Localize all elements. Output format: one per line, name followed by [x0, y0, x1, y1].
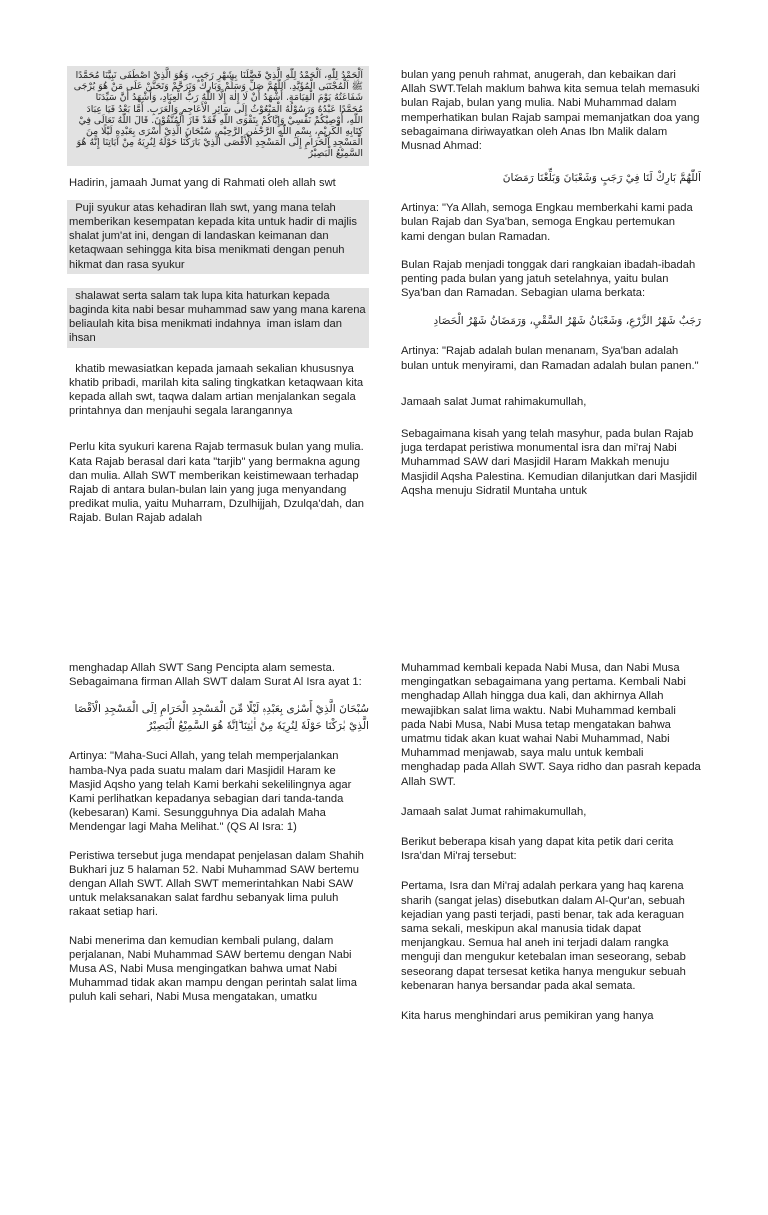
page-2-left-column — [69, 661, 369, 1019]
ulama-translation-paragraph: Artinya: "Rajab adalah bulan menanam, Sya'ban adalah bulan untuk menyirami, dan Ramadan adalah bulan panen." — [401, 345, 699, 372]
kisah-intro-paragraph: Berikut beberapa kisah yang dapat kita petik dari cerita Isra'dan Mi'raj tersebut: — [401, 836, 677, 863]
wasiat-paragraph: khatib mewasiatkan kepada jamaah sekalian khususnya khatib pribadi, marilah kita saling tingkatkan ketaqwaan kita kepada allah swt, taqwa dalam artian menjalankan segala printahnya dan menjauhi segala larangannya — [69, 362, 367, 418]
ayat-translation-paragraph: Artinya: "Maha-Suci Allah, yang telah memperjalankan hamba-Nya pada suatu malam dari Masjidil Haram ke Masjid Aqsho yang telah Kami berkahi sekelilingnya agar Kami perlihatkan kepadanya sebagian dari tanda-tanda (kebesaran) Kami. Sesungguhnya Dia adalah Maha Mendengar lagi Maha Melihat." (QS Al Isra: 1) — [69, 750, 355, 834]
jamaah-address-paragraph-2: Jamaah salat Jumat rahimakumullah, — [401, 805, 587, 818]
arabic-opening-box — [67, 66, 369, 166]
salat-lima-waktu-paragraph: Muhammad kembali kepada Nabi Musa, dan Nabi Musa mengingatkan sebagaimana yang pertama. Kembali Nabi menghadap Allah hingga dua kali, dan akhirnya Allah mewajibkan salat lima waktu. Nabi Muhammad kembali pada Nabi Musa, Nabi Musa tetap mengatakan bahwa umatmu tidak akan kuat wahai Nabi Muhammad, Nabi Muhammad menjawab, saya malu untuk kembali menghadap pada Allah SWT. Saya ridho dan pasrah kepada Allah SWT. — [401, 662, 704, 788]
pemikiran-paragraph: Kita harus menghindari arus pemikiran yang hanya — [401, 1010, 654, 1023]
greeting-paragraph: Hadirin, jamaah Jumat yang di Rahmati oleh allah swt — [69, 176, 336, 189]
rajab-doa-intro-paragraph: bulan yang penuh rahmat, anugerah, dan kebaikan dari Allah SWT.Telah maklum bahwa kita semua telah memasuki bulan Rajab, bulan yang mulia. Nabi Muhammad dalam memperhatikan bulan Rajab sampai memanjatkan doa yang sebagaimana diriwayatkan oleh Anas Ibn Malik dalam Musnad Ahmad: — [401, 69, 703, 153]
document-page-1 — [0, 0, 768, 560]
rajab-milestone-paragraph: Bulan Rajab menjadi tonggak dari rangkaian ibadah-ibadah penting pada bulan yang jatuh setelahnya, yaitu bulan Sya'ban dan Ramadan. Sebagian ulama berkata: — [401, 258, 699, 300]
document-page-2 — [0, 655, 768, 1215]
jamaah-address-paragraph: Jamaah salat Jumat rahimakumullah, — [401, 395, 587, 408]
arabic-ayat-text: سُبْحَانَ الَّذِيْ أَسْرٰى بِعَبْدِهٖ لَيْلًا مِّنَ الْمَسْجِدِ الْحَرَامِ اِلَى الْمَسْجِدِ الْاَقْصَا الَّذِيْ بٰرَكْنَا حَوْلَهٗ لِنُرِيَهٗ مِنْ اٰيٰتِنَا ۗاِنَّهٗ هُوَ السَّمِيْعُ الْبَصِيْرُ — [74, 703, 369, 733]
gratitude-paragraph: Puji syukur atas kehadiran llah swt, yang mana telah memberikan kesempatan kepada kita untuk hadir di majlis shalat jum'at ini, dengan di landaskan keimanan dan ketaqwaan sehingga kita bisa menikmati dengan penuh hikmat dan rasa syukur — [67, 200, 369, 274]
page-1-left-column — [69, 66, 369, 540]
nabi-musa-paragraph: Nabi menerima dan kemudian kembali pulang, dalam perjalanan, Nabi Muhammad SAW bertemu dengan Nabi Musa AS, Nabi Musa mengingatkan bahwa umat Nabi Muhammad tidak akan mampu dengan perintah salat lima puluh kali sehari, Nabi Musa mengatakan, umatku — [69, 934, 361, 1004]
doa-translation-paragraph: Artinya: "Ya Allah, semoga Engkau memberkahi kami pada bulan Rajab dan Sya'ban, semoga Engkau pertemukan kami dengan bulan Ramadan. — [401, 202, 696, 243]
bukhari-paragraph: Peristiwa tersebut juga mendapat penjelasan dalam Shahih Bukhari juz 5 halaman 52. Nabi Muhammad SAW bertemu dengan Allah SWT. Allah SWT memerintahkan Nabi SAW untuk melaksanakan salat fardhu sebanyak lima puluh rakaat setiap hari. — [69, 849, 367, 919]
shalawat-paragraph: shalawat serta salam tak lupa kita haturkan kepada baginda kita nabi besar muhammad saw yang mana karena beliaulah kita bisa menikmati indahnya iman islam dan ihsan — [67, 288, 369, 348]
arabic-doa-text: اَللّٰهُمَّ بَارِكْ لَنَا فِيْ رَجَبٍ وَشَعْبَانَ وَبَلِّغْنَا رَمَضَانَ — [502, 172, 701, 185]
pertama-paragraph: Pertama, Isra dan Mi'raj adalah perkara yang haq karena sharih (sangat jelas) disebutkan dalam Al-Qur'an, sebuah kejadian yang pasti terjadi, pasti benar, tak ada keraguan sama sekali, meskipun akal manusia tidak dapat menjangkau. Semua hal aneh ini terjadi dalam rangka menguji dan mengukur ketebalan iman seseorang, sebab seseorang dapat tersesat ketika hanya mengukur sebuah kebenaran hanya bersandar pada akal semata. — [401, 880, 689, 992]
surat-al-isra-intro-paragraph: menghadap Allah SWT Sang Pencipta alam semesta. Sebagaimana firman Allah SWT dalam Surat Al Isra ayat 1: — [69, 662, 362, 689]
page-1-right-column — [401, 68, 701, 512]
arabic-ulama-text: رَجَبٌ شَهْرُ الزَّرْعِ، وَشَعْبَانُ شَهْرُ السَّقْيِ، وَرَمَضَانُ شَهْرُ الْحَصَادِ — [433, 315, 701, 328]
page-2-right-column — [401, 661, 704, 1037]
rajab-intro-paragraph: Perlu kita syukuri karena Rajab termasuk bulan yang mulia. Kata Rajab berasal dari kata "tarjib" yang bermakna agung dan mulia. Allah SWT memberikan keistimewaan terhadap Rajab di antara bulan-bulan lain yang juga menyandang predikat mulia, yaitu Muharram, Dzulhijjah, Dzulqa'dah, dan Rajab. Bulan Rajab adalah — [69, 441, 368, 525]
arabic-opening-text: اَلْحَمْدُ لِلّٰهِ، اَلْحَمْدُ لِلّٰهِ الَّذِيْ فَضَّلَنَا بِشَهْرِ رَجَبٍ، وَهُوَ الَّذِيْ اصْطَفَى نَبِيَّنَا مُحَمَّدًا ﷺ اَلْمُجْتَبَى الْمُؤَيَّدِ. اَللّٰهُمَّ صَلِّ وَسَلِّمْ وَبَارِكْ وَتَرَحَّمْ وَتَحَنَّنْ عَلَى مَنْ هُوَ يُرْجَى شَفَاعَتُهُ يَوْمَ الْقِيَامَةِ. أَشْهَدُ أَنْ لَا إِلٰهَ إِلَّا اللّٰهُ رَبُّ الْعِبَادِ، وَأَشْهَدُ أَنَّ سَيِّدَنَا مُحَمَّدًا عَبْدُهُ وَرَسُوْلُهُ الْمَبْعُوْثُ إِلَى سَائِرِ الْأَعَاجِمِ وَالْعَرَبِ. أَمَّا بَعْدُ فَيَا عِبَادَ اللّٰهِ، أُوْصِيْكُمْ نَفْسِيْ وَإِيَّاكُمْ بِتَقْوَى اللّٰهِ فَقَدْ فَازَ الْمُتَّقُوْنَ. قَالَ اللّٰهُ تَعَالَى فِيْ كِتَابِهِ الْكَرِيْمِ، بِسْمِ اللّٰهِ الرَّحْمٰنِ الرَّحِيْمِ، سُبْحَانَ الَّذِيْ أَسْرَى بِعَبْدِهِ لَيْلًا مِنَ الْمَسْجِدِ الْحَرَامِ إِلَى الْمَسْجِدِ الْأَقْصَى الَّذِيْ بَارَكْنَا حَوْلَهُ لِنُرِيَهُ مِنْ آيَاتِنَا إِنَّهُ هُوَ السَّمِيْعُ الْبَصِيْرُ — [73, 70, 363, 160]
isra-miraj-paragraph: Sebagaimana kisah yang telah masyhur, pada bulan Rajab juga terdapat peristiwa monumental isra dan mi'raj Nabi Muhammad SAW dari Masjidil Haram Makkah menuju Masjidil Aqsha Palestina. Kemudian dilanjutkan dari Masjidil Aqsha menuju Sidratil Muntaha untuk — [401, 428, 700, 497]
